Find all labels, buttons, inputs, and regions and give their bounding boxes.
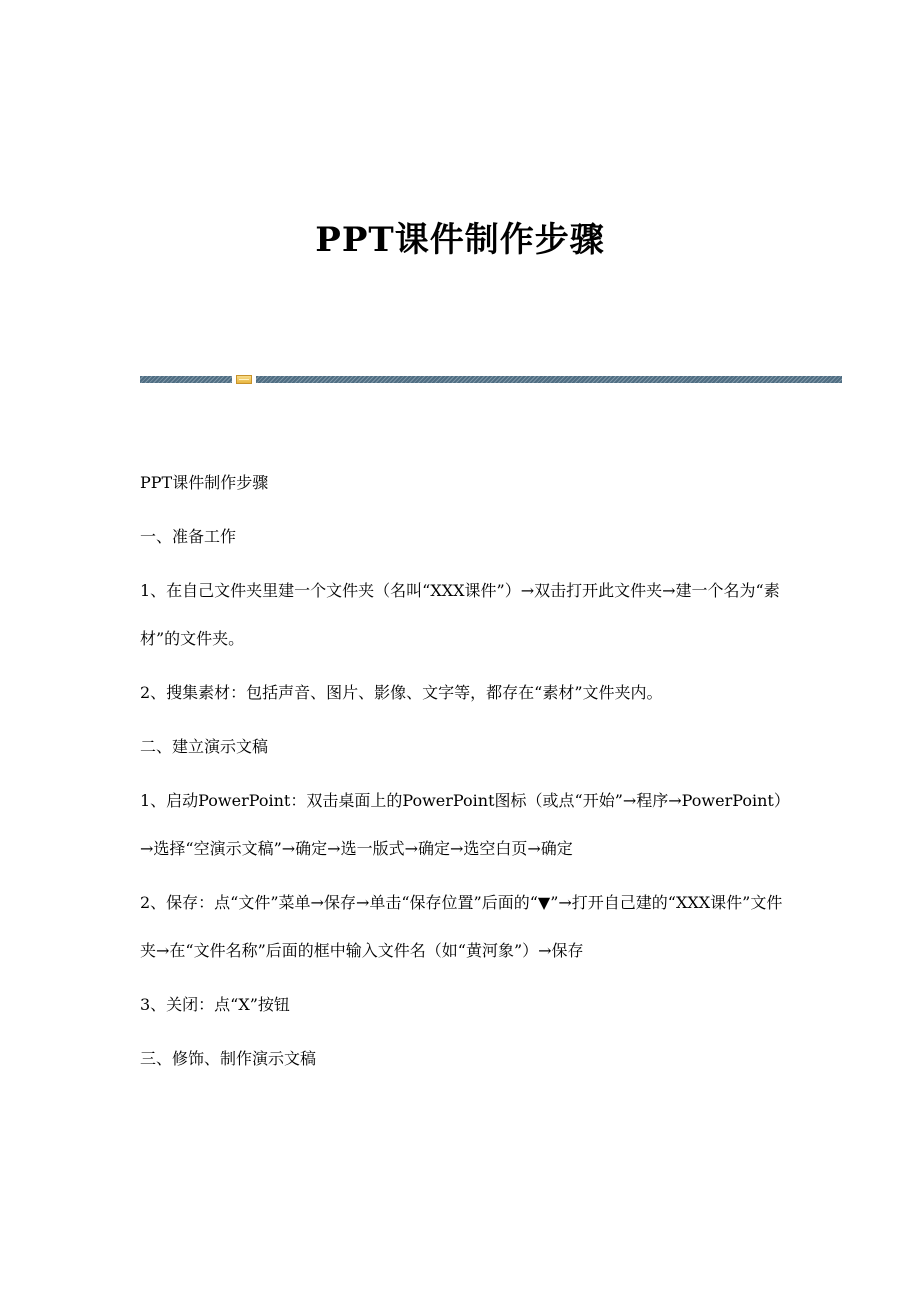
section-heading-create-presentation: 二、建立演示文稿: [140, 737, 269, 756]
step-save: 2、保存：点“文件”菜单→保存→单击“保存位置”后面的“▼”→打开自己建的“XXX课件”文件夹→在“文件名称”后面的框中输入文件名（如“黄河象”）→保存: [140, 893, 783, 960]
divider-bar-right: [256, 376, 842, 383]
document-title: PPT课件制作步骤: [315, 220, 605, 260]
step-create-folder: 1、在自己文件夹里建一个文件夹（名叫“XXX课件”）→双击打开此文件夹→建一个名为“素材”的文件夹。: [140, 581, 780, 648]
divider-ornament-icon: [236, 375, 252, 384]
section-heading-prepare: 一、准备工作: [140, 527, 237, 546]
step-close: 3、关闭：点“X”按钮: [140, 995, 290, 1014]
step-launch-powerpoint: 1、启动PowerPoint：双击桌面上的PowerPoint图标（或点“开始”→程序→PowerPoint）→选择“空演示文稿”→确定→选一版式→确定→选空白页→确定: [140, 791, 790, 858]
step-collect-materials: 2、搜集素材：包括声音、图片、影像、文字等，都存在“素材”文件夹内。: [140, 683, 663, 702]
body-heading: PPT课件制作步骤: [140, 473, 269, 492]
document-body: [140, 468, 790, 1098]
title-divider: [140, 375, 842, 384]
section-heading-decorate: 三、修饰、制作演示文稿: [140, 1049, 317, 1068]
divider-bar-left: [140, 376, 232, 383]
